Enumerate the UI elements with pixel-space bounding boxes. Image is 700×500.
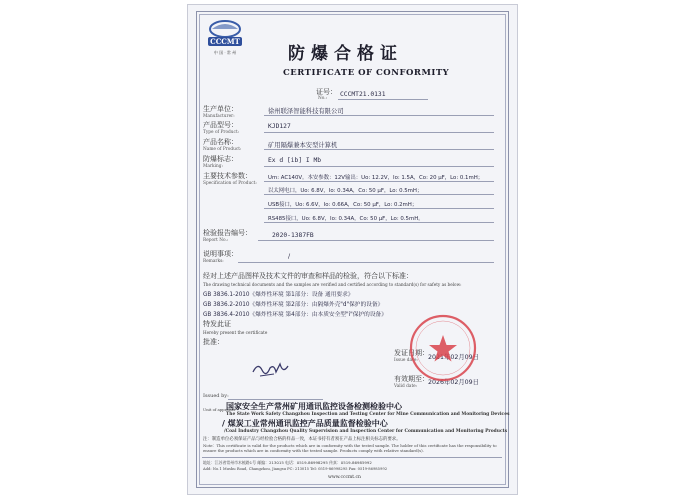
org-en-1: The State Work Safety Changzhou Inspection and Testing Center for Mine Communication and Monitoring Devices <box>226 412 510 417</box>
issued-by-label: Issued by: <box>203 393 229 399</box>
statement-en: The drawing technical documents and the samples are verified and certified according to standard(s) for safety as below: <box>203 282 462 287</box>
org-en-2: /Coal Industry Changzhou Quality Supervision and Inspection Center for Communication and Monitoring Products <box>224 429 508 434</box>
spec-line-3: USB接口，Uo: 6.6V，Io: 0.66A，Co: 50 μF，Lo: 0.2mH； <box>268 202 418 208</box>
approve-label: 批准： <box>203 338 224 346</box>
note-en: Note：This certificate is valid for the products which are in conformity with the tested sample. The holder of this certificate has the responsibility to ensure the products which are in conformity with the tested sample. Products comply with relative standard(s). <box>203 443 497 453</box>
standard-2: GB 3836.2-2010《爆炸性环境 第2部分：由隔爆外壳"d"保护的设备》 <box>203 302 384 308</box>
remarks-value: / <box>288 253 291 260</box>
issue-date-value: 2021年02月09日 <box>428 354 479 361</box>
certificate-paper <box>187 4 518 495</box>
issue-en: Hereby present the certificate <box>203 330 268 335</box>
logo-subtitle: 中 国 · 常 州 <box>213 50 237 55</box>
manufacturer-value: 徐州联泽智能科技有限公司 <box>268 108 344 115</box>
product-name-value: 矿用隔爆兼本安型计算机 <box>268 142 338 149</box>
issue-date-label: 发证日期： <box>394 349 429 357</box>
valid-date-value: 2026年02月09日 <box>428 379 479 386</box>
type-label-en: Type of Product: <box>203 130 240 135</box>
spec-line-4: RS485接口，Uo: 6.8V，Io: 0.34A，Co: 50 μF，Lo: 0.5mH。 <box>268 216 424 222</box>
spec-line-2: 以太网电口，Uo: 6.8V，Io: 0.34A，Co: 50 μF，Lo: 0.5mH； <box>268 188 423 194</box>
title-en: CERTIFICATE OF CONFORMITY <box>283 68 450 78</box>
standard-3: GB 3836.4-2010《爆炸性环境 第4部分：由本质安全型"i"保护的设备》 <box>203 312 387 318</box>
spec-line-1: Um: AC140V。本安参数：12V输出：Uo: 12.2V，Io: 1.5A，Co: 20 μF，Lo: 0.1mH； <box>268 175 484 181</box>
report-value: 2020-1387FB <box>272 232 314 239</box>
statement-cn: 经对上述产品图样及技术文件的审查和样品的检验，符合以下标准： <box>203 272 413 280</box>
report-label-en: Report No.: <box>203 238 229 243</box>
cert-no-label: 证号： <box>316 88 337 96</box>
standard-1: GB 3836.1-2010《爆炸性环境 第1部分：设备 通用要求》 <box>203 292 354 298</box>
signature-icon <box>250 358 290 380</box>
issue-date-label-en: Issue date: <box>394 358 418 363</box>
product-name-label-en: Name of Product: <box>203 147 242 152</box>
title-cn: 防爆合格证 <box>288 44 403 64</box>
type-label: 产品型号： <box>203 121 238 129</box>
type-value: KJD127 <box>268 123 291 130</box>
unit-of-label: Unit of appraiser <box>203 407 236 412</box>
footer-address-en: Add: No.1 Mushu Road, Changzhou, Jiangsu PC: 213015 Tel: 0519-86998295 Fax: 0519-86985992 <box>203 467 388 471</box>
logo-acronym: CCCMT <box>210 37 240 46</box>
footer-web: www.cccmt.cn <box>328 475 361 480</box>
spec-label: 主要技术参数： <box>203 172 252 180</box>
cert-no-label-en: No.: <box>318 96 328 101</box>
official-seal-icon <box>408 313 478 383</box>
cccmt-logo-icon <box>202 15 248 61</box>
manufacturer-label-en: Manufacturer: <box>203 114 235 119</box>
report-label: 检验报告编号： <box>203 229 252 237</box>
marking-label-en: Marking: <box>203 164 223 169</box>
manufacturer-label: 生产单位： <box>203 105 238 113</box>
org-cn-2: / 煤炭工业常州通讯监控产品质量监督检验中心 <box>222 419 388 428</box>
product-name-label: 产品名称： <box>203 138 238 146</box>
valid-date-label: 有效期至： <box>394 375 429 383</box>
remarks-label: 说明事项： <box>203 250 238 258</box>
footer-address: 地址：江苏省常州市木梳路1号 邮编：213015 电话：0519-86998295 传真：0519-86985992 <box>203 460 372 465</box>
org-cn-1: 国家安全生产常州矿用通讯监控设备检测检验中心 <box>226 402 402 411</box>
remarks-label-en: Remarks: <box>203 259 224 264</box>
issue-cn: 特发此证 <box>203 320 231 328</box>
marking-value: Ex d [ib] I Mb <box>268 157 322 164</box>
valid-date-label-en: Valid date: <box>394 384 418 389</box>
cert-no-value: CCCMT21.0131 <box>340 91 386 98</box>
spec-label-en: Specification of Product: <box>203 181 257 186</box>
marking-label: 防爆标志： <box>203 155 238 163</box>
note-cn: 注：制造单位必须保证产品与经检验合格的样品一致，本证书持有者须在产品上标注相关标志的要求。 <box>203 437 401 442</box>
